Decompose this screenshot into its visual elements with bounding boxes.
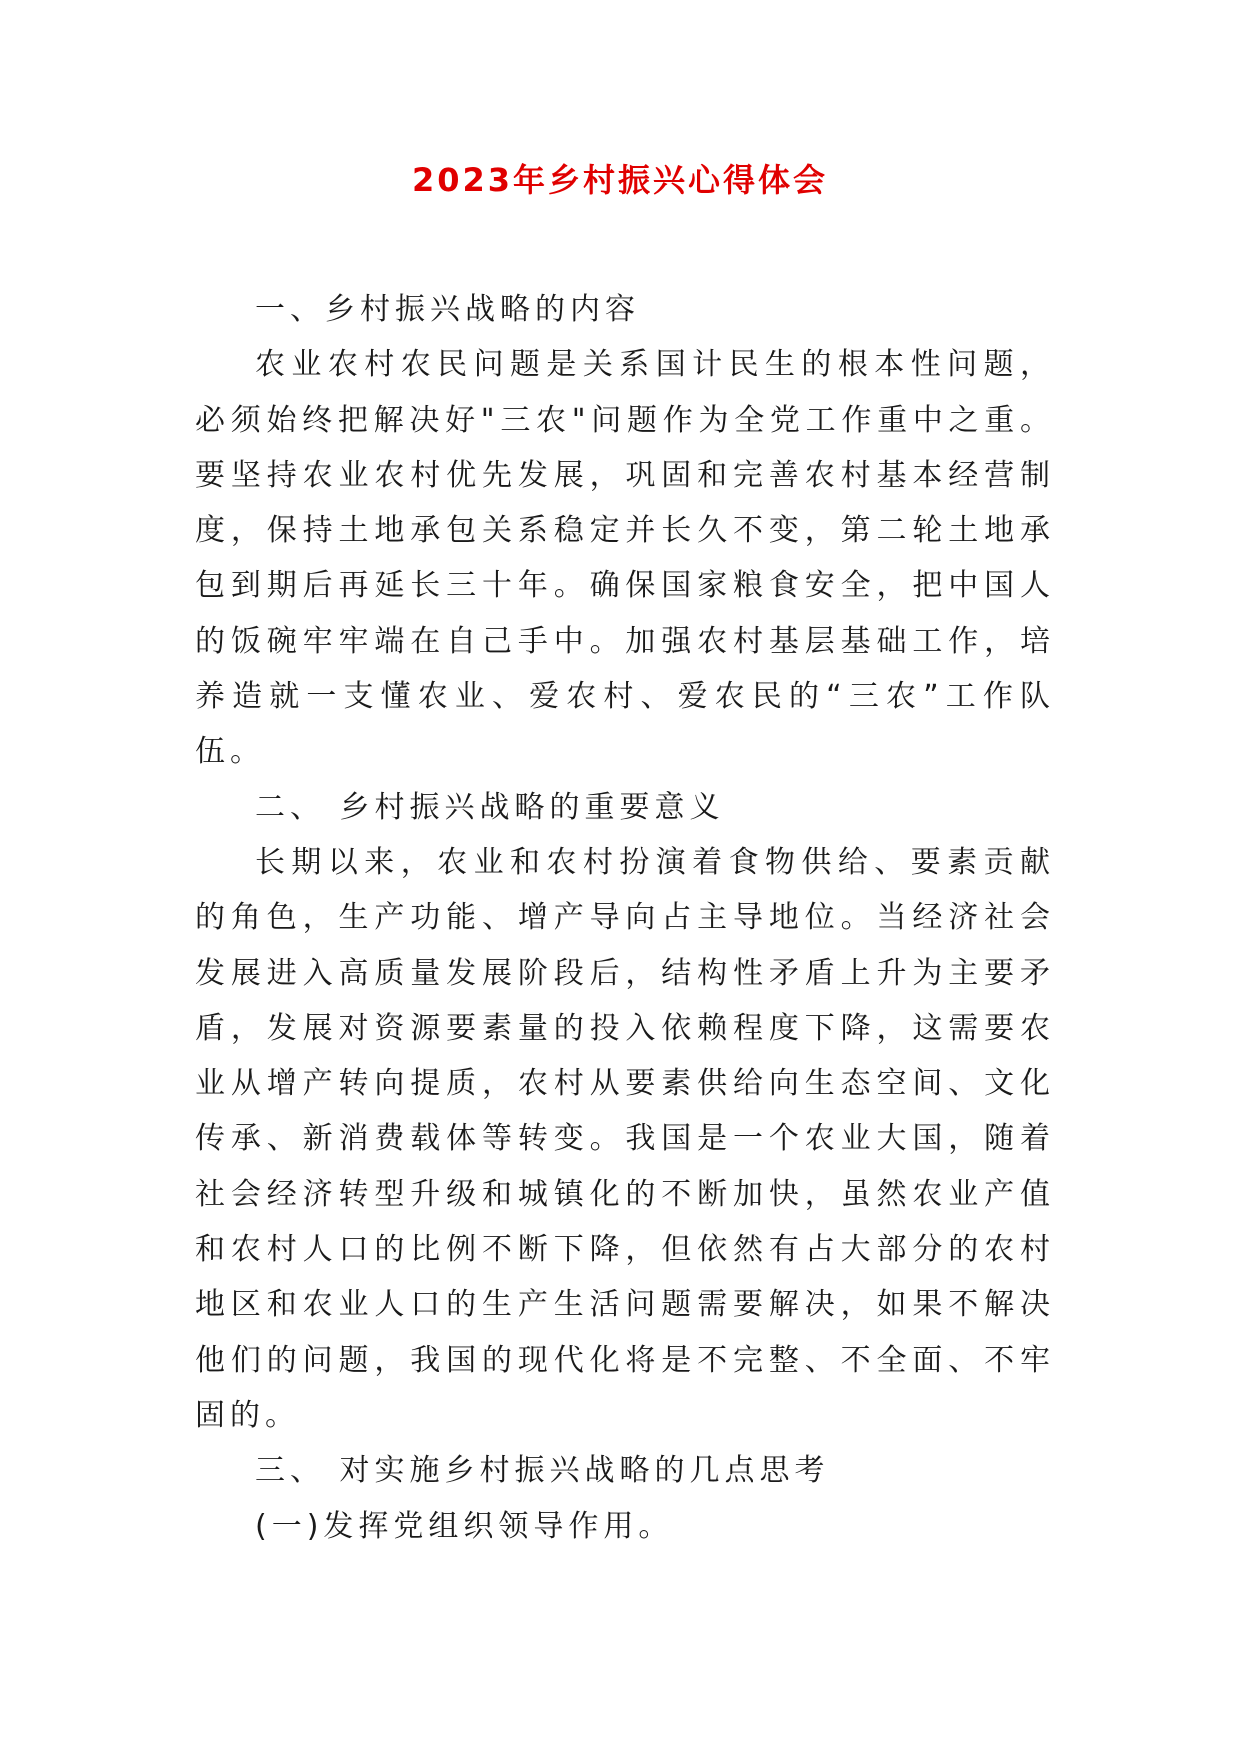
document-body — [195, 282, 1055, 1554]
body-paragraph-1: 农业农村农民问题是关系国计民生的根本性问题，必须始终把解决好"三农"问题作为全党工作重中之重。要坚持农业农村优先发展，巩固和完善农村基本经营制度，保持土地承包关系稳定并长久不变，第二轮土地承包到期后再延长三十年。确保国家粮食安全，把中国人的饭碗牢牢端在自己手中。加强农村基层基础工作，培养造就一支懂农业、爱农村、爱农民的“三农”工作队伍。 — [195, 347, 1055, 770]
section-heading-3: 三、 对实施乡村振兴战略的几点思考 — [255, 1453, 830, 1489]
section-heading-1: 一、乡村振兴战略的内容 — [255, 292, 640, 327]
document-title: 2023年乡村振兴心得体会 — [411, 161, 829, 199]
subsection-heading-1: (一)发挥党组织领导作用。 — [255, 1508, 674, 1544]
body-paragraph-2: 长期以来，农业和农村扮演着食物供给、要素贡献的角色，生产功能、增产导向占主导地位。当经济社会发展进入高质量发展阶段后，结构性矛盾上升为主要矛盾，发展对资源要素量的投入依赖程度下降，这需要农业从增产转向提质，农村从要素供给向生态空间、文化传承、新消费载体等转变。我国是一个农业大国，随着社会经济转型升级和城镇化的不断加快，虽然农业产值和农村人口的比例不断下降，但依然有占大部分的农村地区和农业人口的生产生活问题需要解决，如果不解决他们的问题，我国的现代化将是不完整、不全面、不牢固的。 — [195, 844, 1055, 1433]
section-heading-2: 二、 乡村振兴战略的重要意义 — [255, 789, 725, 825]
